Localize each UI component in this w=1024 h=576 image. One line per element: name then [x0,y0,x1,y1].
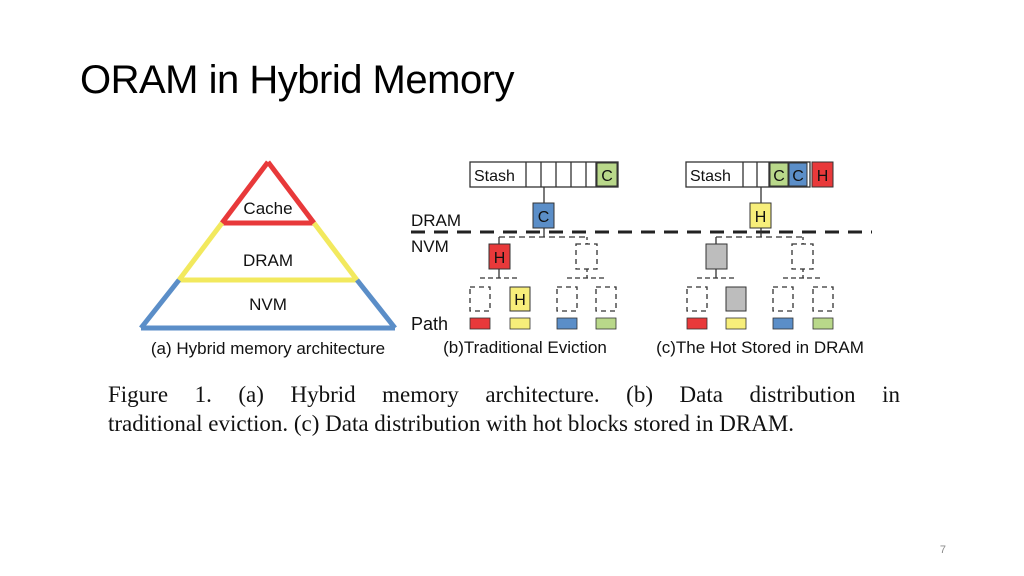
figure-caption [108,380,900,438]
path-b-red [470,318,490,329]
leaf-c-4 [813,287,833,311]
figure-caption-line-2: traditional eviction. (c) Data distribution with hot blocks stored in DRAM. [108,411,795,436]
leaf-b-4 [596,287,616,311]
path-b-yellow [510,318,530,329]
stash-c-label: Stash [690,168,731,185]
stash-c-block-1-label: C [773,168,785,185]
nvm-node-b-empty [576,244,597,269]
dram-node-c-label: H [754,209,767,226]
path-c-yellow [726,318,746,329]
leaf-c-1 [687,287,707,311]
figure-caption-line-1: Figure 1. (a) Hybrid memory architecture. (b) Data distribution in [108,382,900,407]
label-nvm: NVM [411,237,449,256]
path-b-blue [557,318,577,329]
stash-b-block-c-label: C [601,168,613,185]
slide-title: ORAM in Hybrid Memory [80,58,515,102]
label-path: Path [411,314,449,334]
leaf-c-2-gray [726,287,746,311]
path-c-green [813,318,833,329]
nvm-node-c-empty [792,244,813,269]
nvm-node-b-hot-label: H [493,250,506,267]
page-number: 7 [939,544,946,556]
path-c-red [687,318,707,329]
pyramid-tier-cache: Cache [243,199,293,218]
panel-c-caption: (c)The Hot Stored in DRAM [656,338,864,357]
leaf-c-3 [773,287,793,311]
path-c-blue [773,318,793,329]
pyramid-tier-nvm: NVM [249,295,287,314]
leaf-b-2-hot-label: H [514,292,526,309]
pyramid-diagram [140,162,396,358]
dram-node-b-label: C [537,209,550,226]
leaf-b-1 [470,287,490,311]
panel-b-traditional-eviction [443,162,618,357]
stash-b-label: Stash [474,168,515,185]
leaf-b-3 [557,287,577,311]
label-dram: DRAM [411,211,462,230]
panel-b-caption: (b)Traditional Eviction [443,338,607,357]
path-b-green [596,318,616,329]
pyramid-caption: (a) Hybrid memory architecture [150,339,386,358]
memory-level-labels [411,211,872,334]
pyramid-tier-dram: DRAM [242,251,294,270]
stash-c-block-3-label: H [816,168,829,185]
panel-c-hot-in-dram [656,162,864,357]
nvm-node-c-gray [706,244,727,269]
stash-c-block-2-label: C [792,168,804,185]
